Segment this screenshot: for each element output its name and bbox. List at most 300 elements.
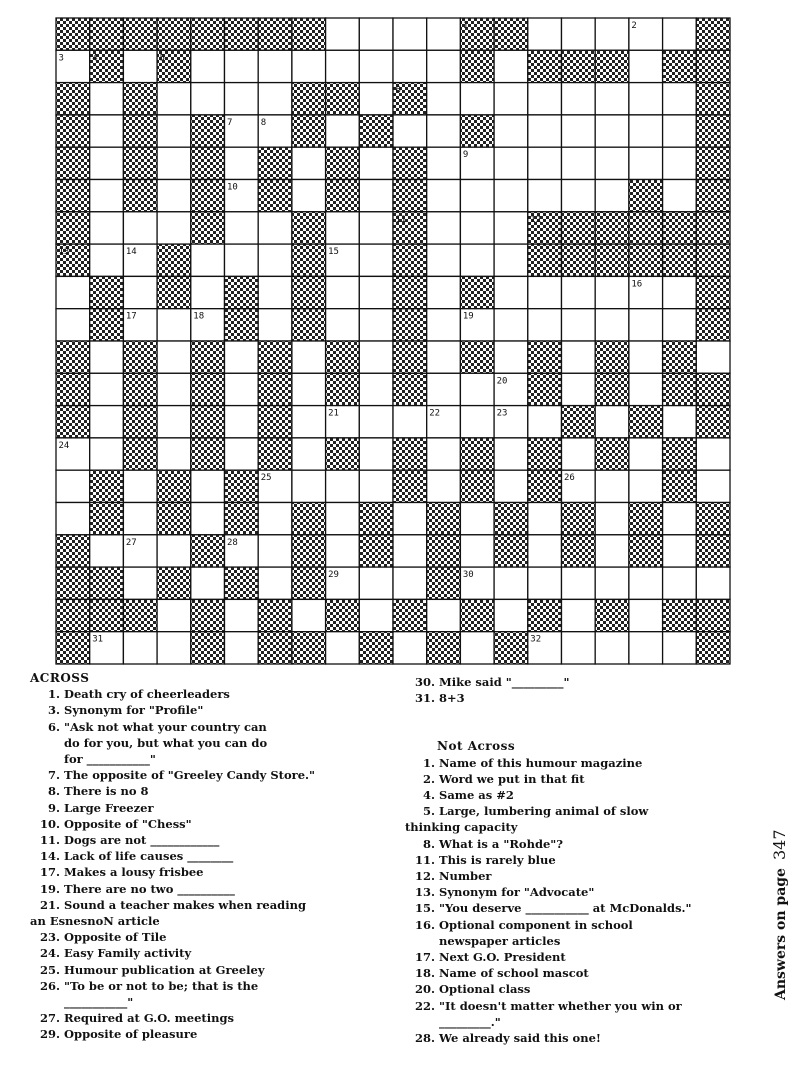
blocked-cell: [56, 83, 90, 115]
answer-cell[interactable]: [696, 567, 730, 599]
blocked-cell: [225, 470, 259, 502]
clue-text: Next G.O. President: [439, 950, 566, 965]
answer-cell[interactable]: [696, 438, 730, 470]
answer-cell[interactable]: [595, 180, 629, 212]
answer-cell[interactable]: [225, 632, 259, 664]
answer-cell[interactable]: [663, 276, 697, 308]
blocked-cell: [460, 341, 494, 373]
answer-cell[interactable]: [460, 373, 494, 405]
answer-cell[interactable]: [460, 632, 494, 664]
answer-cell[interactable]: [191, 83, 225, 115]
answer-cell[interactable]: [292, 50, 326, 82]
answers-note-text: Answers on page: [773, 868, 789, 1000]
clue-line: [30, 767, 430, 783]
answer-cell[interactable]: [157, 599, 191, 631]
clue-number: 30.: [414, 675, 435, 689]
answer-cell[interactable]: [326, 470, 360, 502]
answer-cell[interactable]: [225, 147, 259, 179]
answer-cell[interactable]: [56, 309, 90, 341]
answer-cell[interactable]: [258, 50, 292, 82]
cell-number: 22: [429, 408, 441, 419]
blocked-cell: [696, 147, 730, 179]
answer-cell[interactable]: [326, 212, 360, 244]
not-across-heading: Not Across: [437, 739, 516, 754]
answer-cell[interactable]: [663, 406, 697, 438]
answer-cell[interactable]: [528, 18, 562, 50]
clue-number: 19.: [39, 881, 60, 896]
blocked-cell: [258, 438, 292, 470]
blocked-cell: [663, 438, 697, 470]
answer-cell[interactable]: [258, 309, 292, 341]
clue-text: This is rarely blue: [439, 852, 556, 867]
answer-cell[interactable]: [359, 373, 393, 405]
blocked-cell: [157, 470, 191, 502]
answer-cell[interactable]: [157, 406, 191, 438]
answer-cell[interactable]: [191, 470, 225, 502]
answer-cell[interactable]: [460, 244, 494, 276]
answer-cell[interactable]: [629, 83, 663, 115]
answer-cell[interactable]: [90, 212, 124, 244]
blocked-cell: [696, 115, 730, 147]
answer-cell[interactable]: [326, 535, 360, 567]
blocked-cell: [157, 244, 191, 276]
answer-cell[interactable]: [90, 244, 124, 276]
clue-line: [30, 800, 430, 816]
answer-cell[interactable]: [393, 406, 427, 438]
answer-cell[interactable]: [427, 147, 461, 179]
answer-cell[interactable]: [528, 115, 562, 147]
answer-cell[interactable]: [326, 276, 360, 308]
answer-cell[interactable]: [528, 147, 562, 179]
answer-cell[interactable]: [292, 470, 326, 502]
answer-cell[interactable]: [393, 503, 427, 535]
answer-cell[interactable]: [359, 406, 393, 438]
answer-cell[interactable]: [359, 180, 393, 212]
answer-cell[interactable]: [258, 535, 292, 567]
answer-cell[interactable]: [528, 503, 562, 535]
answer-cell[interactable]: [562, 599, 596, 631]
answer-cell[interactable]: [460, 535, 494, 567]
answer-cell[interactable]: [494, 341, 528, 373]
answer-cell[interactable]: [562, 309, 596, 341]
clue-line: [30, 1010, 430, 1026]
blocked-cell: [562, 406, 596, 438]
answer-cell[interactable]: [258, 503, 292, 535]
answer-cell[interactable]: [494, 147, 528, 179]
answer-cell[interactable]: [90, 180, 124, 212]
answer-cell[interactable]: [663, 535, 697, 567]
answer-cell[interactable]: [562, 83, 596, 115]
answer-cell[interactable]: [595, 147, 629, 179]
blocked-cell: [56, 567, 90, 599]
answer-cell[interactable]: [191, 276, 225, 308]
answer-cell[interactable]: [258, 567, 292, 599]
cell-number: 19: [462, 311, 474, 322]
answer-cell[interactable]: [292, 147, 326, 179]
answer-cell[interactable]: [629, 115, 663, 147]
answer-cell[interactable]: [494, 83, 528, 115]
answer-cell[interactable]: [629, 470, 663, 502]
answer-cell[interactable]: [562, 632, 596, 664]
answer-cell[interactable]: [191, 567, 225, 599]
answer-cell[interactable]: [258, 244, 292, 276]
answer-cell[interactable]: [157, 309, 191, 341]
answer-cell[interactable]: [427, 180, 461, 212]
blocked-cell: [191, 632, 225, 664]
blocked-cell: [629, 406, 663, 438]
answer-cell[interactable]: [225, 244, 259, 276]
clue-text: There are no two __________: [64, 881, 235, 896]
answer-cell[interactable]: [359, 147, 393, 179]
answer-cell[interactable]: [562, 115, 596, 147]
answer-cell[interactable]: [528, 535, 562, 567]
answer-cell[interactable]: [90, 438, 124, 470]
answer-cell[interactable]: [460, 503, 494, 535]
answer-cell[interactable]: [191, 503, 225, 535]
answer-cell[interactable]: [696, 470, 730, 502]
answer-cell[interactable]: [427, 50, 461, 82]
blocked-cell: [393, 147, 427, 179]
blocked-cell: [292, 503, 326, 535]
answer-cell[interactable]: [696, 341, 730, 373]
answer-cell[interactable]: [123, 632, 157, 664]
clue-line: [30, 735, 430, 751]
answer-cell[interactable]: [494, 115, 528, 147]
answer-cell[interactable]: [494, 212, 528, 244]
clue-text: Optional component in school: [439, 917, 633, 932]
blocked-cell: [562, 244, 596, 276]
answer-cell[interactable]: [90, 406, 124, 438]
answer-cell[interactable]: [123, 470, 157, 502]
answer-cell[interactable]: [359, 599, 393, 631]
cell-number: 26: [564, 473, 575, 484]
answer-cell[interactable]: [629, 373, 663, 405]
blocked-cell: [326, 341, 360, 373]
answer-cell[interactable]: [595, 115, 629, 147]
answer-cell[interactable]: [663, 567, 697, 599]
answer-cell[interactable]: [157, 180, 191, 212]
answer-cell[interactable]: [258, 212, 292, 244]
answer-cell[interactable]: [629, 632, 663, 664]
answer-cell[interactable]: [157, 535, 191, 567]
clue-text: Name of school mascot: [439, 966, 589, 981]
answer-cell[interactable]: [123, 212, 157, 244]
answer-cell[interactable]: [562, 373, 596, 405]
blocked-cell: [191, 212, 225, 244]
blocked-cell: [595, 373, 629, 405]
answer-cell[interactable]: [359, 212, 393, 244]
answer-cell[interactable]: [595, 18, 629, 50]
answer-cell[interactable]: [629, 309, 663, 341]
clue-number: 9.: [47, 800, 60, 815]
clue-text: Word we put in that fit: [439, 771, 585, 786]
answer-cell[interactable]: [225, 83, 259, 115]
answer-cell[interactable]: [427, 599, 461, 631]
blocked-cell: [393, 438, 427, 470]
answer-cell[interactable]: [562, 180, 596, 212]
clue-number: 11.: [414, 852, 435, 867]
answer-cell[interactable]: [157, 83, 191, 115]
answer-cell[interactable]: [90, 373, 124, 405]
answer-cell[interactable]: [528, 309, 562, 341]
clue-line: [405, 933, 765, 949]
answer-cell[interactable]: [562, 567, 596, 599]
answer-cell[interactable]: [427, 244, 461, 276]
answer-cell[interactable]: [427, 438, 461, 470]
answer-cell[interactable]: [359, 244, 393, 276]
blocked-cell: [90, 18, 124, 50]
blocked-cell: [56, 599, 90, 631]
answer-cell[interactable]: [663, 18, 697, 50]
answer-cell[interactable]: [629, 341, 663, 373]
cell-number: 30: [462, 570, 474, 581]
answer-cell[interactable]: [191, 50, 225, 82]
answer-cell[interactable]: [359, 567, 393, 599]
blocked-cell: [494, 632, 528, 664]
answer-cell[interactable]: [326, 309, 360, 341]
blocked-cell: [460, 470, 494, 502]
answer-cell[interactable]: [562, 18, 596, 50]
answer-cell[interactable]: [427, 276, 461, 308]
answer-cell[interactable]: [123, 50, 157, 82]
answer-cell[interactable]: [494, 309, 528, 341]
answer-cell[interactable]: [663, 180, 697, 212]
blocked-cell: [359, 632, 393, 664]
answer-cell[interactable]: [359, 438, 393, 470]
answer-cell[interactable]: [292, 438, 326, 470]
blocked-cell: [494, 535, 528, 567]
blocked-cell: [191, 18, 225, 50]
answer-cell[interactable]: [359, 50, 393, 82]
answer-cell[interactable]: [225, 599, 259, 631]
answer-cell[interactable]: [427, 212, 461, 244]
clue-text: thinking capacity: [405, 820, 518, 835]
answer-cell[interactable]: [359, 470, 393, 502]
answer-cell[interactable]: [427, 18, 461, 50]
clue-text: Mike said "_________": [439, 675, 570, 689]
answer-cell[interactable]: [157, 438, 191, 470]
answer-cell[interactable]: [595, 503, 629, 535]
answer-cell[interactable]: [494, 470, 528, 502]
answer-cell[interactable]: [494, 438, 528, 470]
answer-cell[interactable]: [663, 309, 697, 341]
answer-cell[interactable]: [225, 373, 259, 405]
answer-cell[interactable]: [56, 503, 90, 535]
answer-cell[interactable]: [258, 276, 292, 308]
clue-number: 24.: [39, 946, 60, 961]
blocked-cell: [696, 18, 730, 50]
blocked-cell: [494, 503, 528, 535]
answer-cell[interactable]: [528, 276, 562, 308]
answer-cell[interactable]: [292, 406, 326, 438]
clue-line: [405, 868, 765, 884]
answer-cell[interactable]: [460, 83, 494, 115]
clue-text: for ___________": [64, 752, 156, 767]
answer-cell[interactable]: [663, 83, 697, 115]
answer-cell[interactable]: [90, 341, 124, 373]
answer-cell[interactable]: [494, 180, 528, 212]
answer-cell[interactable]: [427, 470, 461, 502]
clue-text: We already said this one!: [439, 1031, 601, 1046]
answer-cell[interactable]: [359, 18, 393, 50]
answer-cell[interactable]: [56, 276, 90, 308]
answer-cell[interactable]: [562, 276, 596, 308]
answer-cell[interactable]: [123, 503, 157, 535]
blocked-cell: [393, 276, 427, 308]
answer-cell[interactable]: [629, 147, 663, 179]
answer-cell[interactable]: [595, 470, 629, 502]
clue-text: 8+3: [439, 691, 465, 706]
answer-cell[interactable]: [595, 309, 629, 341]
answer-cell[interactable]: [326, 18, 360, 50]
blocked-cell: [56, 341, 90, 373]
answer-cell[interactable]: [393, 535, 427, 567]
answer-cell[interactable]: [326, 115, 360, 147]
blocked-cell: [663, 244, 697, 276]
answer-cell[interactable]: [427, 341, 461, 373]
answer-cell[interactable]: [427, 83, 461, 115]
answer-cell[interactable]: [663, 115, 697, 147]
answer-cell[interactable]: [595, 535, 629, 567]
answer-cell[interactable]: [393, 50, 427, 82]
answer-cell[interactable]: [460, 406, 494, 438]
blocked-cell: [191, 406, 225, 438]
answer-cell[interactable]: [225, 341, 259, 373]
answer-cell[interactable]: [157, 632, 191, 664]
blocked-cell: [258, 406, 292, 438]
blocked-cell: [90, 503, 124, 535]
across-clues: [30, 670, 430, 1043]
answer-cell[interactable]: [225, 212, 259, 244]
answer-cell[interactable]: [460, 212, 494, 244]
answer-cell[interactable]: [157, 341, 191, 373]
blocked-cell: [90, 276, 124, 308]
answer-cell[interactable]: [595, 632, 629, 664]
blocked-cell: [326, 373, 360, 405]
answer-cell[interactable]: [393, 115, 427, 147]
clue-line: [405, 755, 765, 771]
answer-cell[interactable]: [225, 406, 259, 438]
answer-cell[interactable]: [460, 180, 494, 212]
answer-cell[interactable]: [157, 212, 191, 244]
clue-number: 22.: [414, 998, 435, 1013]
answer-cell[interactable]: [359, 341, 393, 373]
blocked-cell: [696, 599, 730, 631]
answer-cell[interactable]: [123, 567, 157, 599]
answer-cell[interactable]: [629, 50, 663, 82]
answer-cell[interactable]: [90, 83, 124, 115]
answer-cell[interactable]: [528, 180, 562, 212]
answer-cell[interactable]: [258, 83, 292, 115]
clue-text: There is no 8: [64, 784, 149, 799]
answer-cell[interactable]: [393, 632, 427, 664]
blocked-cell: [629, 244, 663, 276]
answer-cell[interactable]: [595, 276, 629, 308]
answer-cell[interactable]: [595, 83, 629, 115]
answer-cell[interactable]: [427, 373, 461, 405]
answer-cell[interactable]: [562, 341, 596, 373]
answer-cell[interactable]: [629, 567, 663, 599]
answer-cell[interactable]: [494, 50, 528, 82]
answer-cell[interactable]: [629, 438, 663, 470]
clue-line: [30, 848, 430, 864]
cell-number: 4: [92, 53, 98, 64]
answer-cell[interactable]: [90, 147, 124, 179]
answer-cell[interactable]: [225, 50, 259, 82]
answer-cell[interactable]: [494, 244, 528, 276]
blocked-cell: [157, 503, 191, 535]
answer-cell[interactable]: [427, 115, 461, 147]
answer-cell[interactable]: [90, 535, 124, 567]
blocked-cell: [562, 503, 596, 535]
answer-cell[interactable]: [157, 373, 191, 405]
answer-cell[interactable]: [90, 115, 124, 147]
answer-cell[interactable]: [326, 50, 360, 82]
blocked-cell: [663, 50, 697, 82]
answer-cell[interactable]: [663, 632, 697, 664]
clue-number: 8.: [47, 784, 60, 799]
blocked-cell: [225, 18, 259, 50]
blocked-cell: [90, 599, 124, 631]
answer-cell[interactable]: [157, 115, 191, 147]
blocked-cell: [528, 438, 562, 470]
answer-cell[interactable]: [292, 341, 326, 373]
clue-text: Lack of life causes ________: [64, 849, 234, 864]
answer-cell[interactable]: [326, 632, 360, 664]
answers-note: [770, 800, 789, 1000]
blocked-cell: [427, 632, 461, 664]
answer-cell[interactable]: [528, 83, 562, 115]
answer-cell[interactable]: [292, 180, 326, 212]
clue-number: 8.: [422, 836, 435, 851]
clue-text: newspaper articles: [439, 933, 561, 948]
answer-cell[interactable]: [494, 599, 528, 631]
answer-cell[interactable]: [663, 503, 697, 535]
answer-cell[interactable]: [157, 147, 191, 179]
answer-cell[interactable]: [393, 18, 427, 50]
answer-cell[interactable]: [562, 438, 596, 470]
answer-cell[interactable]: [494, 276, 528, 308]
answer-cell[interactable]: [494, 567, 528, 599]
answer-cell[interactable]: [123, 276, 157, 308]
answer-cell[interactable]: [427, 309, 461, 341]
answer-cell[interactable]: [595, 406, 629, 438]
answer-cell[interactable]: [595, 567, 629, 599]
answer-cell[interactable]: [629, 599, 663, 631]
answer-cell[interactable]: [191, 244, 225, 276]
cell-number: 25: [260, 473, 272, 484]
blocked-cell: [696, 632, 730, 664]
answer-cell[interactable]: [359, 276, 393, 308]
answer-cell[interactable]: [225, 438, 259, 470]
answer-cell[interactable]: [393, 567, 427, 599]
blocked-cell: [292, 115, 326, 147]
clue-line: [405, 981, 765, 997]
answer-cell[interactable]: [292, 373, 326, 405]
answer-cell[interactable]: [56, 470, 90, 502]
answer-cell[interactable]: [663, 147, 697, 179]
cell-number: 1: [462, 21, 469, 31]
answer-cell[interactable]: [528, 406, 562, 438]
answer-cell[interactable]: [326, 503, 360, 535]
answer-cell[interactable]: [562, 147, 596, 179]
answer-cell[interactable]: [359, 83, 393, 115]
blocked-cell: [562, 50, 596, 82]
clue-number: 25.: [39, 962, 60, 977]
answer-cell[interactable]: [359, 309, 393, 341]
answer-cell[interactable]: [528, 567, 562, 599]
answer-cell[interactable]: [292, 599, 326, 631]
